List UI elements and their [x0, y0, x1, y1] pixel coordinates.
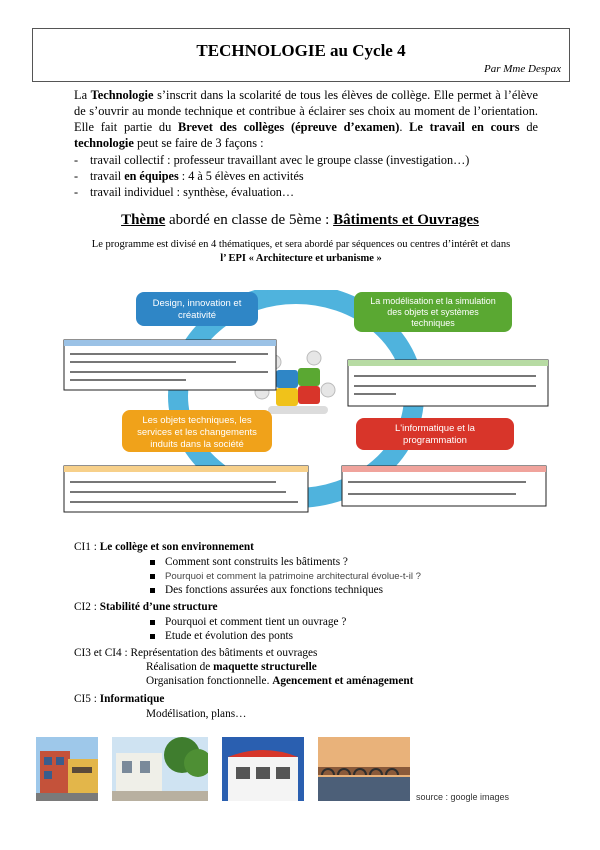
ci34-line: Réalisation de maquette structurelle [146, 661, 317, 673]
theme-box-label: induits dans la société [150, 439, 244, 450]
list-item: Comment sont construits les bâtiments ? [150, 555, 348, 569]
ci34-heading: CI3 et CI4 : Représentation des bâtiments et ouvrages [74, 647, 318, 659]
theme-box-label: techniques [411, 318, 455, 328]
work-modes-list [74, 152, 554, 200]
ci34-line: Organisation fonctionnelle. Agencement et aménagement [146, 675, 414, 687]
list-item: Etude et évolution des ponts [150, 629, 293, 643]
building-photo-2 [112, 737, 208, 801]
list-item: Des fonctions assurées aux fonctions techniques [150, 583, 383, 597]
page-title: TECHNOLOGIE au Cycle 4 [196, 41, 406, 60]
list-item: - travail collectif : professeur travaillant avec le groupe classe (investigation…) [74, 153, 470, 167]
detail-box-informatique [342, 466, 546, 506]
theme-box-label: créativité [177, 310, 217, 321]
list-item: - travail en équipes : 4 à 5 élèves en activités [74, 169, 304, 183]
detail-box-design [64, 340, 276, 390]
ci1-heading: CI1 : Le collège et son environnement [74, 541, 254, 553]
detail-box-modelisation [348, 360, 548, 406]
program-text: Le programme est divisé en 4 thématiques, et sera abordé par séquences ou centres d’intérêt et dans l’ EPI « Architecture et urbanisme » [91, 239, 511, 264]
theme-heading: Thème abordé en classe de 5ème : Bâtiments et Ouvrages [121, 212, 479, 228]
theme-box-label: services et les changements [137, 427, 257, 438]
ci5-line: Modélisation, plans… [146, 708, 247, 720]
author-line: Par Mme Despax [484, 63, 561, 75]
building-photo-1 [36, 737, 98, 801]
theme-box-label: Design, innovation et [152, 298, 242, 309]
list-item: - travail individuel : synthèse, évaluation… [74, 185, 295, 199]
building-photo-3 [222, 737, 304, 801]
ci5-heading: CI5 : Informatique [74, 693, 165, 705]
theme-box-label: L'informatique et la [395, 423, 475, 434]
theme-box-label: Les objets techniques, les [142, 415, 252, 426]
list-item: Pourquoi et comment tient un ouvrage ? [150, 615, 346, 629]
themes-diagram [36, 290, 556, 522]
bridge-photo [318, 737, 410, 801]
detail-box-objets [64, 466, 308, 512]
theme-box-label: programmation [403, 435, 467, 446]
list-item: Pourquoi et comment la patrimoine architectural évolue-t-il ? [150, 569, 421, 584]
ci2-heading: CI2 : Stabilité d’une structure [74, 601, 218, 613]
theme-box-label: des objets et systèmes [387, 307, 479, 317]
image-source: source : google images [416, 792, 510, 802]
header-box [32, 28, 570, 82]
intro-paragraph: La Technologie s’inscrit dans la scolarité de tous les élèves de collège. Elle permet à l’élève de s’ouvrir au monde technique et contribue à éclairer ses choix au moment de l’orientation. Elle fait partie du Brevet des collèges (épreuve d’examen). Le travail en cours de technologie peut se faire de 3 façons : [74, 88, 539, 150]
theme-box-label: La modélisation et la simulation [370, 296, 496, 306]
